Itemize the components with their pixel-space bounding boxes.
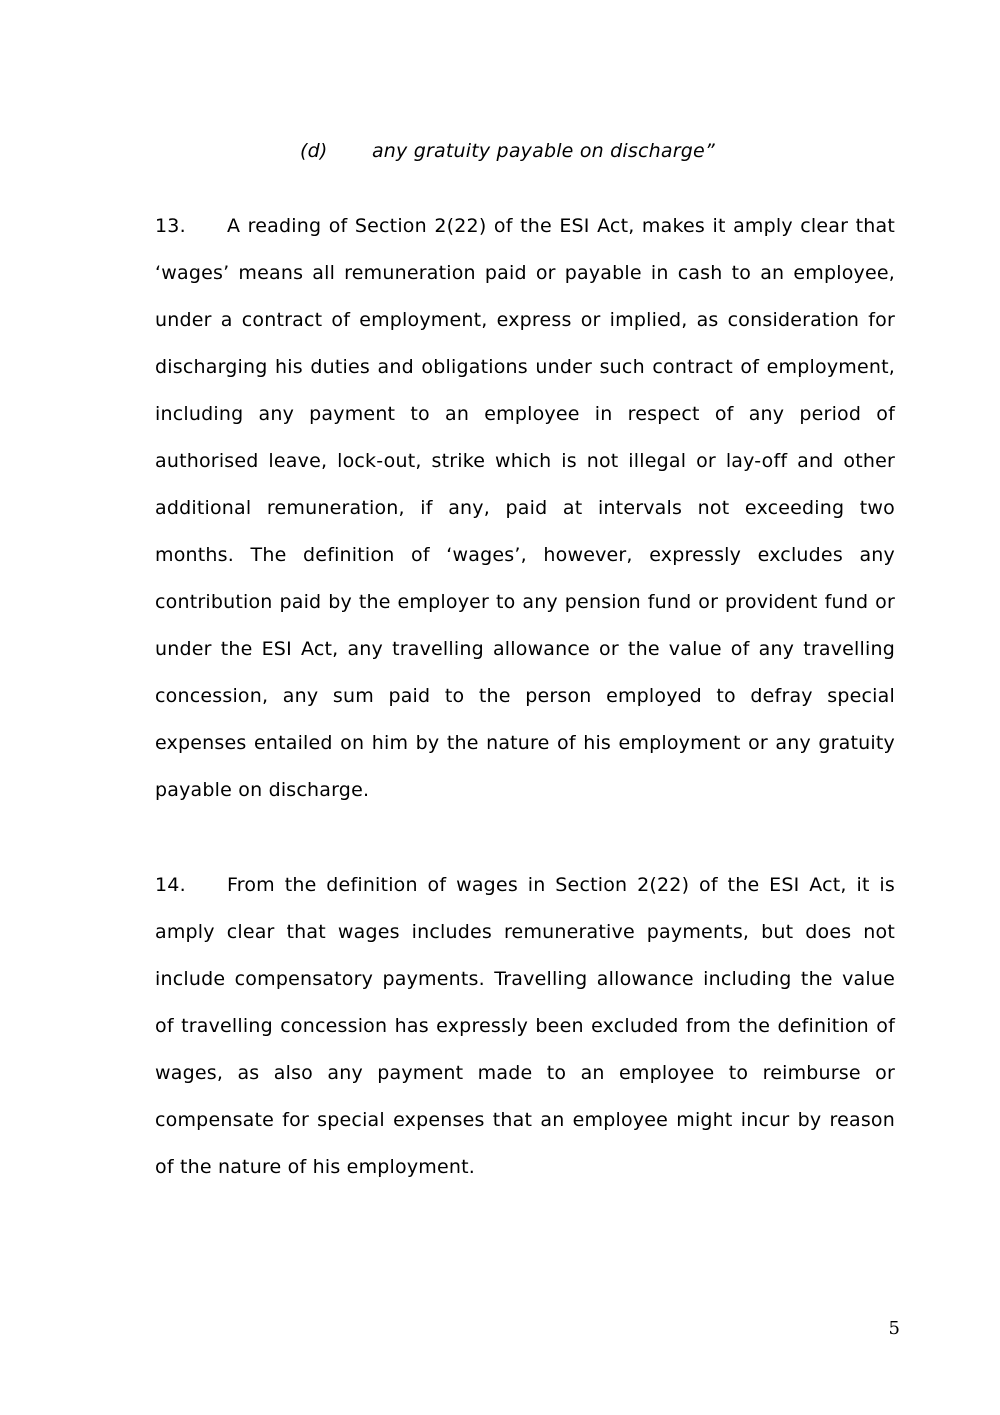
paragraph-number: 14. bbox=[155, 874, 186, 896]
paragraph-text: A reading of Section 2(22) of the ESI Act, makes it amply clear that ‘wages’ means all remuneration paid or payable in cash to an employee, under a contract of employment, express or implied, as consideration for discharging his duties and obligations under such contract of employment, including any payment to an employee in respect of any period of authorised leave, lock-out, strike which is not illegal or lay-off and other additional remuneration, if any, paid at intervals not exceeding two months. The definition of ‘wages’, however, expressly excludes any contribution paid by the employer to any pension fund or provident fund or under the ESI Act, any travelling allowance or the value of any travelling concession, any sum paid to the person employed to defray special expenses entailed on him by the nature of his employment or any gratuity payable on discharge. bbox=[155, 215, 895, 801]
clause-label: (d) bbox=[299, 140, 328, 162]
clause-text: any gratuity payable on discharge” bbox=[371, 140, 715, 162]
paragraph-text: From the definition of wages in Section 2(22) of the ESI Act, it is amply clear that wages includes remunerative payments, but does not include compensatory payments. Travelling allowance including the value of travelling concession has expressly been excluded from the definition of wages, as also any payment made to an employee to reimburse or compensate for special expenses that an employee might incur by reason of the nature of his employment. bbox=[155, 874, 895, 1178]
paragraph-14 bbox=[155, 862, 895, 1191]
quoted-clause-d bbox=[275, 118, 715, 184]
paragraph-13 bbox=[155, 203, 895, 814]
page-number: 5 bbox=[888, 1318, 900, 1339]
paragraph-number: 13. bbox=[155, 215, 186, 237]
